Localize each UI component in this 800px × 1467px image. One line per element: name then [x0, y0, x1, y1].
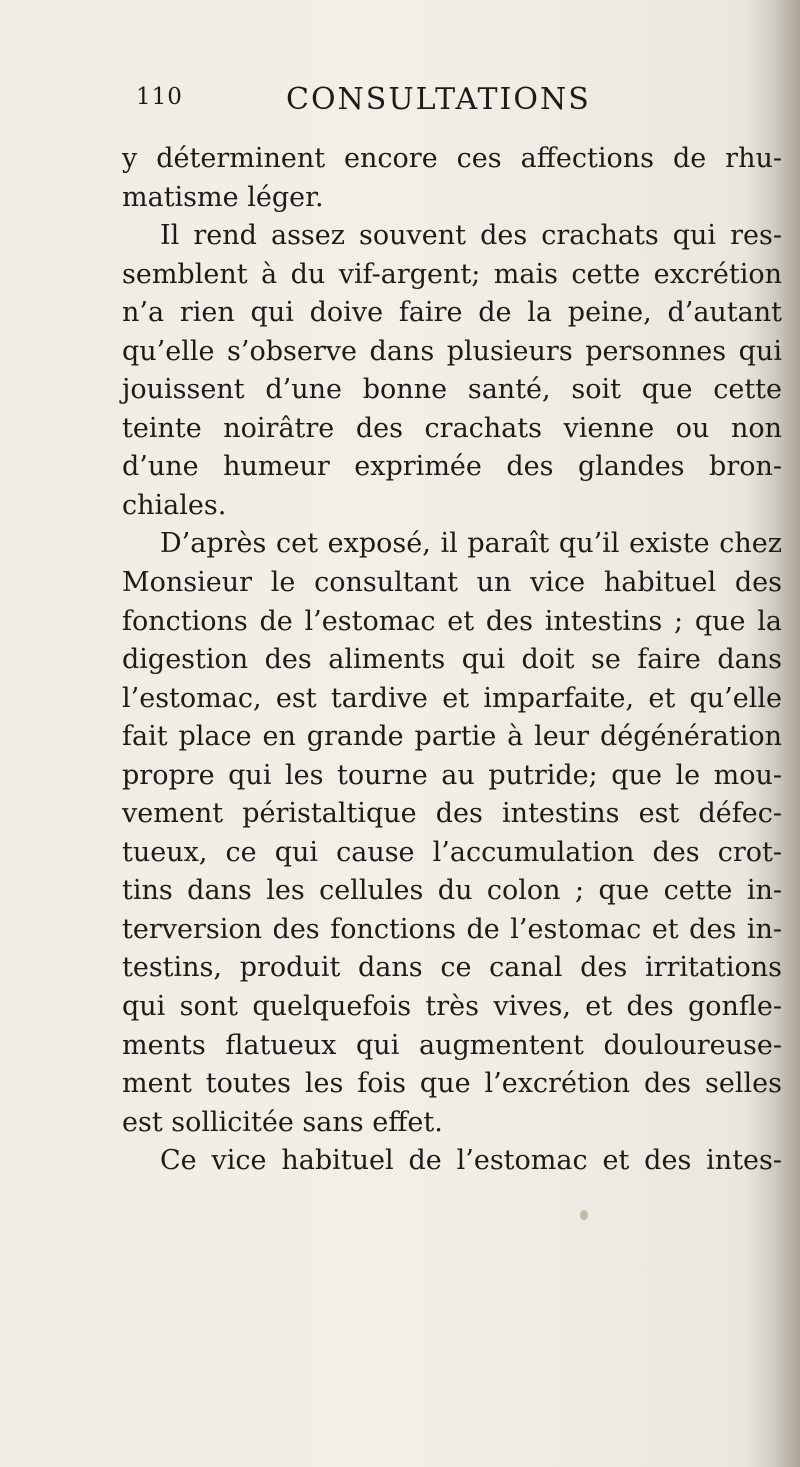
text-line: digestion des aliments qui doit se faire dans — [122, 644, 782, 676]
text-line: D’après cet exposé, il paraît qu’il existe chez — [160, 528, 782, 560]
text-line: Ce vice habituel de l’estomac et des intes- — [160, 1145, 782, 1177]
page-header — [136, 82, 776, 122]
running-title: CONSULTATIONS — [286, 82, 591, 117]
text-line: est sollicitée sans effet. — [122, 1106, 443, 1138]
text-line: tueux, ce qui cause l’accumulation des crot- — [122, 836, 782, 868]
text-line: n’a rien qui doive faire de la peine, d’autant — [122, 297, 782, 329]
text-line: qui sont quelquefois très vives, et des gonfle- — [122, 991, 782, 1023]
text-line: chiales. — [122, 489, 227, 521]
text-line: testins, produit dans ce canal des irritations — [122, 952, 782, 984]
text-line: semblent à du vif-argent; mais cette excrétion — [122, 258, 782, 290]
text-line: vement péristaltique des intestins est défec- — [122, 798, 782, 830]
text-line: fait place en grande partie à leur dégénération — [122, 721, 782, 753]
text-line: matisme léger. — [122, 181, 324, 213]
text-line: terversion des fonctions de l’estomac et des in- — [122, 913, 782, 945]
ink-stain — [580, 1210, 588, 1220]
text-line: d’une humeur exprimée des glandes bron- — [122, 451, 782, 483]
page-number: 110 — [136, 84, 183, 110]
text-line: Monsieur le consultant un vice habituel des — [122, 567, 782, 599]
text-line: l’estomac, est tardive et imparfaite, et qu’elle — [122, 682, 782, 714]
body-text — [122, 140, 782, 1181]
text-line: tins dans les cellules du colon ; que cette in- — [122, 875, 782, 907]
text-line: teinte noirâtre des crachats vienne ou non — [122, 412, 782, 444]
text-line: ments flatueux qui augmentent douloureuse- — [122, 1029, 782, 1061]
text-line: jouissent d’une bonne santé, soit que cette — [122, 374, 782, 406]
text-line: y déterminent encore ces affections de rhu- — [122, 143, 782, 174]
text-line: propre qui les tourne au putride; que le mou- — [122, 759, 782, 791]
text-line: Il rend assez souvent des crachats qui res- — [160, 220, 782, 252]
text-line: ment toutes les fois que l’excrétion des selles — [122, 1068, 782, 1100]
text-line: qu’elle s’observe dans plusieurs personnes qui — [122, 335, 782, 367]
text-line: fonctions de l’estomac et des intestins ; que la — [122, 605, 782, 637]
